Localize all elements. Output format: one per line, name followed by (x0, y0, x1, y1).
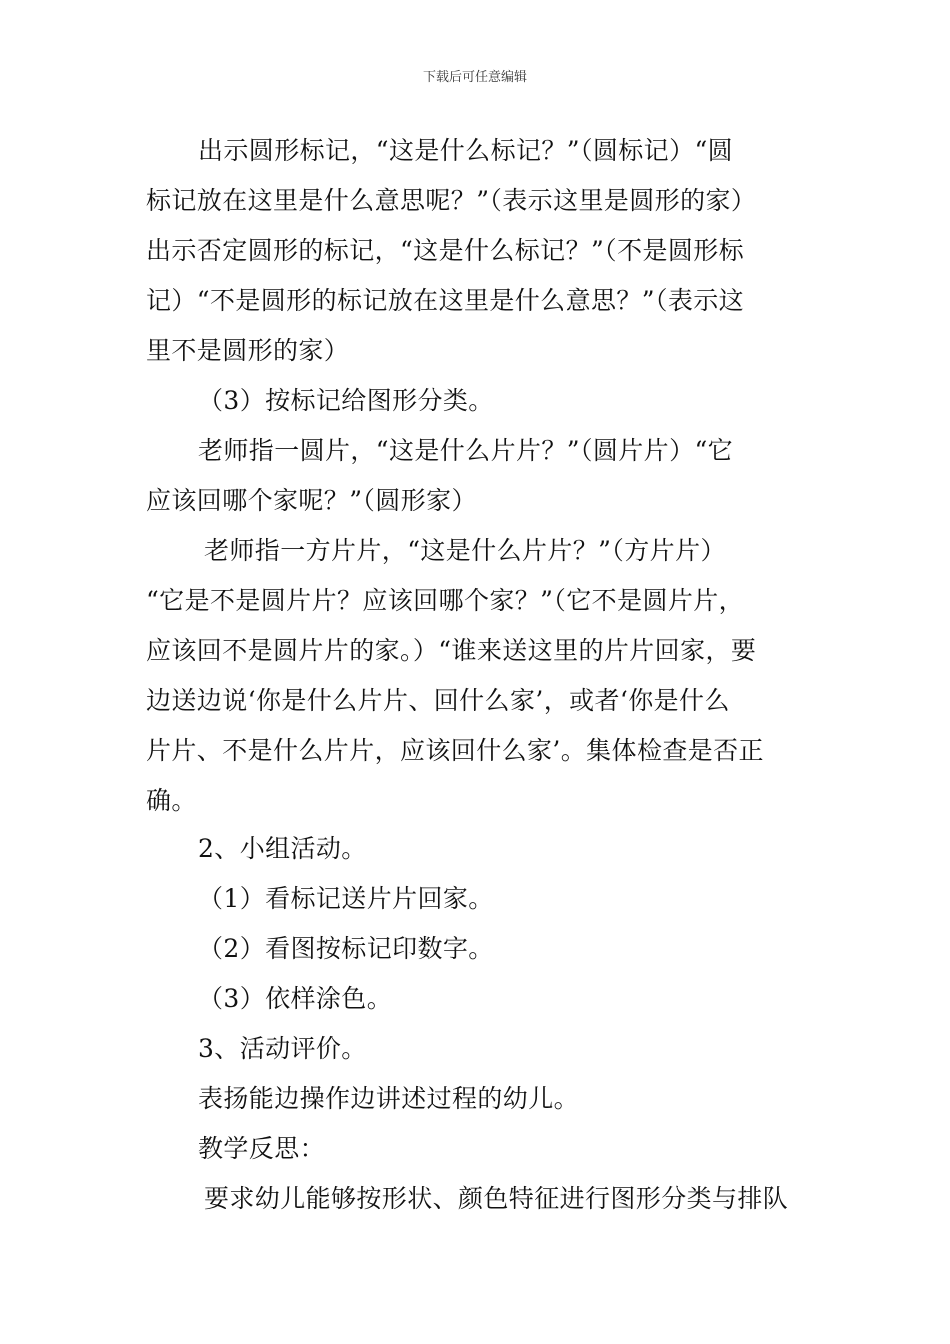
text-line: （1）看标记送片片回家。 (198, 884, 494, 913)
text-line: 表扬能边操作边讲述过程的幼儿。 (198, 1084, 580, 1113)
text-line: 边送边说‘你是什么片片、回什么家’，或者‘你是什么 (146, 686, 730, 715)
text-line: 3、活动评价。 (198, 1034, 367, 1063)
text-line: 出示圆形标记，“这是什么标记？”（圆标记）“圆 (198, 136, 734, 165)
page-header: 下载后可任意编辑 (422, 70, 527, 85)
text-line: 教学反思： (198, 1134, 326, 1163)
text-line: 要求幼儿能够按形状、颜色特征进行图形分类与排队 (204, 1184, 789, 1213)
text-line: 应该回不是圆片片的家。）“谁来送这里的片片回家，要 (146, 636, 757, 665)
text-line: 老师指一圆片，“这是什么片片？”（圆片片）“它 (198, 436, 734, 465)
text-line: 应该回哪个家呢？”（圆形家） (146, 486, 477, 515)
text-line: 片片、不是什么片片，应该回什么家’。集体检查是否正 (146, 736, 764, 765)
text-line: “它是不是圆片片？应该回哪个家？”（它不是圆片片， (146, 586, 745, 615)
text-line: （2）看图按标记印数字。 (198, 934, 494, 963)
text-line: 确。 (146, 786, 197, 815)
text-line: 里不是圆形的家） (146, 336, 350, 365)
text-line: 标记放在这里是什么意思呢？”（表示这里是圆形的家） (146, 186, 757, 215)
text-line: （3）按标记给图形分类。 (198, 386, 494, 415)
text-line: 老师指一方片片，“这是什么片片？”（方片片） (204, 536, 726, 565)
text-line: （3）依样涂色。 (198, 984, 393, 1013)
text-line: 2、小组活动。 (198, 834, 367, 863)
text-line: 出示否定圆形的标记，“这是什么标记？”（不是圆形标 (146, 236, 745, 265)
text-line: 记）“不是圆形的标记放在这里是什么意思？”（表示这 (146, 286, 745, 315)
